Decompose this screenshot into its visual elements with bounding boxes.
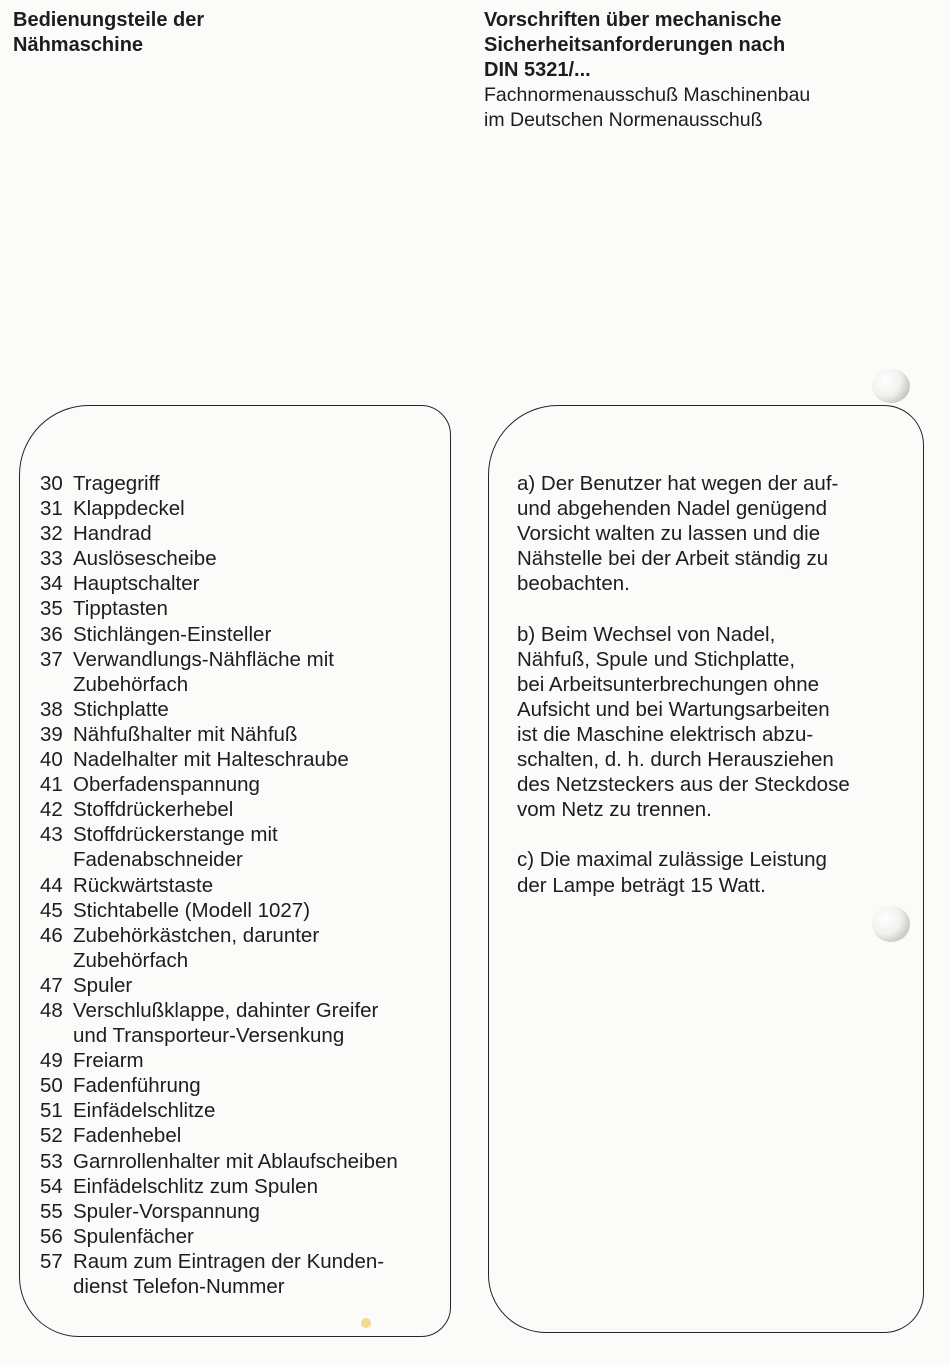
part-label-line: Freiarm (73, 1049, 144, 1073)
heading-line: DIN 5321/... (484, 59, 591, 81)
parts-list-item (40, 722, 450, 747)
safety-note (517, 471, 877, 596)
part-number: 57 (40, 1249, 63, 1273)
safety-note-line: vom Netz zu trennen. (517, 798, 712, 822)
part-label (73, 697, 169, 722)
part-label-line: Verschlußklappe, dahinter Greifer (73, 998, 379, 1022)
parts-list-item (40, 1174, 450, 1199)
parts-list-item (40, 546, 450, 571)
part-label-line: und Transporteur-Versenkung (73, 1024, 345, 1048)
part-number: 45 (40, 898, 63, 922)
part-number: 56 (40, 1224, 63, 1248)
part-label-line: Fadenführung (73, 1074, 201, 1098)
parts-list-item (40, 1224, 450, 1249)
part-label (73, 1199, 260, 1224)
part-label-line: Stichlängen-Einsteller (73, 622, 272, 646)
part-number: 31 (40, 497, 63, 521)
parts-list-item (40, 1073, 450, 1098)
part-label-line: Tipptasten (73, 597, 168, 621)
parts-list-item (40, 973, 450, 998)
part-label (73, 521, 152, 546)
safety-note-line: Aufsicht und bei Wartungsarbeiten (517, 697, 830, 721)
parts-list-item (40, 998, 450, 1048)
part-label-line: Stoffdrückerhebel (73, 798, 234, 822)
heading-line: Sicherheitsanforderungen nach (484, 34, 786, 56)
part-label (73, 571, 199, 596)
parts-list-item (40, 1149, 450, 1174)
safety-note-line: Nähstelle bei der Arbeit ständig zu (517, 547, 829, 571)
part-number: 47 (40, 973, 63, 997)
part-label-line: Spuler-Vorspannung (73, 1199, 260, 1223)
part-label (73, 496, 185, 521)
parts-list-item (40, 1249, 450, 1299)
parts-list-item (40, 521, 450, 546)
part-label-line: Auslösescheibe (73, 547, 217, 571)
part-number: 53 (40, 1149, 63, 1173)
safety-subheading (484, 83, 810, 133)
part-number: 34 (40, 572, 63, 596)
part-number: 50 (40, 1074, 63, 1098)
safety-note-line: der Lampe beträgt 15 Watt. (517, 873, 766, 897)
part-number: 52 (40, 1124, 63, 1148)
parts-list-item (40, 1199, 450, 1224)
part-label (73, 873, 213, 898)
part-label-line: Zubehörkästchen, darunter (73, 923, 320, 947)
parts-list-item (40, 797, 450, 822)
controls-heading (13, 8, 413, 58)
part-number: 30 (40, 472, 63, 495)
part-label-line: Verwandlungs-Nähfläche mit (73, 647, 334, 671)
part-number: 39 (40, 722, 63, 746)
part-label-line: Klappdeckel (73, 497, 185, 521)
part-label-line: Fadenabschneider (73, 848, 243, 872)
parts-list-item (40, 873, 450, 898)
parts-list-item (40, 471, 450, 496)
parts-list-item (40, 622, 450, 647)
parts-list-item (40, 1048, 450, 1073)
safety-note-line: des Netzsteckers aus der Steckdose (517, 773, 850, 797)
part-label (73, 923, 319, 973)
safety-note-line: Nähfuß, Spule und Stichplatte, (517, 647, 796, 671)
part-label (73, 596, 168, 621)
part-label-line: Einfädelschlitz zum Spulen (73, 1174, 318, 1198)
punch-hole (872, 906, 910, 942)
subheading-line: im Deutschen Normenausschuß (484, 109, 763, 131)
part-label-line: Spuler (73, 973, 133, 997)
part-label (73, 797, 233, 822)
safety-note-line: c) Die maximal zulässige Leistung (517, 848, 827, 872)
part-label-line: Stichplatte (73, 697, 169, 721)
part-label (73, 471, 160, 496)
safety-note-line: a) Der Benutzer hat wegen der auf- (517, 472, 839, 495)
part-number: 43 (40, 823, 63, 847)
part-number: 36 (40, 622, 63, 646)
part-number: 33 (40, 547, 63, 571)
parts-list-item (40, 697, 450, 722)
part-label (73, 822, 278, 872)
part-number: 55 (40, 1199, 63, 1223)
parts-list-item (40, 571, 450, 596)
part-label (73, 722, 297, 747)
part-label-line: Rückwärtstaste (73, 873, 214, 897)
part-number: 48 (40, 998, 63, 1022)
part-label-line: Tragegriff (73, 472, 160, 495)
safety-note (517, 847, 877, 897)
part-label (73, 1149, 398, 1174)
part-label (73, 622, 271, 647)
heading-line: Bedienungsteile der (13, 9, 205, 31)
parts-list-item (40, 496, 450, 521)
paper-stain (361, 1318, 371, 1328)
safety-note-line: b) Beim Wechsel von Nadel, (517, 622, 776, 646)
part-number: 51 (40, 1099, 63, 1123)
safety-note-line: und abgehenden Nadel genügend (517, 497, 828, 521)
part-label-line: Zubehörfach (73, 948, 189, 972)
part-number: 42 (40, 798, 63, 822)
part-label-line: Hauptschalter (73, 572, 200, 596)
part-label-line: Oberfadenspannung (73, 773, 260, 797)
part-number: 49 (40, 1049, 63, 1073)
part-label-line: Stichtabelle (Modell 1027) (73, 898, 311, 922)
part-label-line: Garnrollenhalter mit Ablaufscheiben (73, 1149, 398, 1173)
part-label (73, 1224, 194, 1249)
part-number: 40 (40, 748, 63, 772)
part-number: 54 (40, 1174, 63, 1198)
part-label-line: Raum zum Eintragen der Kunden- (73, 1249, 385, 1273)
part-label-line: Fadenhebel (73, 1124, 182, 1148)
part-label (73, 1249, 384, 1299)
part-number: 41 (40, 773, 63, 797)
safety-note-line: Vorsicht walten zu lassen und die (517, 522, 821, 546)
parts-list-item (40, 923, 450, 973)
part-label-line: Spulenfächer (73, 1224, 194, 1248)
safety-heading (484, 8, 924, 83)
parts-list-item (40, 772, 450, 797)
parts-list-item (40, 898, 450, 923)
part-number: 38 (40, 697, 63, 721)
parts-list (40, 471, 450, 1299)
part-label-line: Zubehörfach (73, 672, 189, 696)
safety-note-line: beobachten. (517, 572, 630, 596)
part-number: 35 (40, 597, 63, 621)
part-label (73, 998, 378, 1048)
part-label (73, 747, 349, 772)
part-label (73, 546, 217, 571)
part-label (73, 973, 132, 998)
part-label (73, 898, 310, 923)
parts-list-item (40, 822, 450, 872)
part-label-line: Handrad (73, 522, 152, 546)
part-label (73, 1098, 215, 1123)
punch-hole (872, 369, 910, 403)
part-label (73, 1123, 181, 1148)
part-number: 44 (40, 873, 63, 897)
part-label (73, 647, 334, 697)
safety-note (517, 622, 877, 823)
part-label-line: Stoffdrückerstange mit (73, 823, 278, 847)
part-number: 37 (40, 647, 63, 671)
safety-note-line: schalten, d. h. durch Herausziehen (517, 748, 834, 772)
parts-list-item (40, 596, 450, 621)
parts-list-item (40, 1098, 450, 1123)
part-label (73, 1048, 144, 1073)
heading-line: Nähmaschine (13, 34, 144, 56)
parts-list-item (40, 747, 450, 772)
heading-line: Vorschriften über mechanische (484, 9, 782, 31)
parts-list-item (40, 647, 450, 697)
part-label-line: Nähfußhalter mit Nähfuß (73, 722, 298, 746)
safety-note-line: ist die Maschine elektrisch abzu- (517, 722, 814, 746)
subheading-line: Fachnormenausschuß Maschinenbau (484, 84, 811, 106)
part-label (73, 1174, 318, 1199)
safety-notes (517, 471, 877, 923)
part-label-line: dienst Telefon-Nummer (73, 1275, 285, 1298)
part-label (73, 1073, 201, 1098)
part-number: 46 (40, 923, 63, 947)
part-label-line: Einfädelschlitze (73, 1099, 216, 1123)
parts-list-item (40, 1123, 450, 1148)
part-label-line: Nadelhalter mit Halteschraube (73, 748, 349, 772)
part-number: 32 (40, 522, 63, 546)
safety-note-line: bei Arbeitsunterbrechungen ohne (517, 672, 820, 696)
part-label (73, 772, 260, 797)
